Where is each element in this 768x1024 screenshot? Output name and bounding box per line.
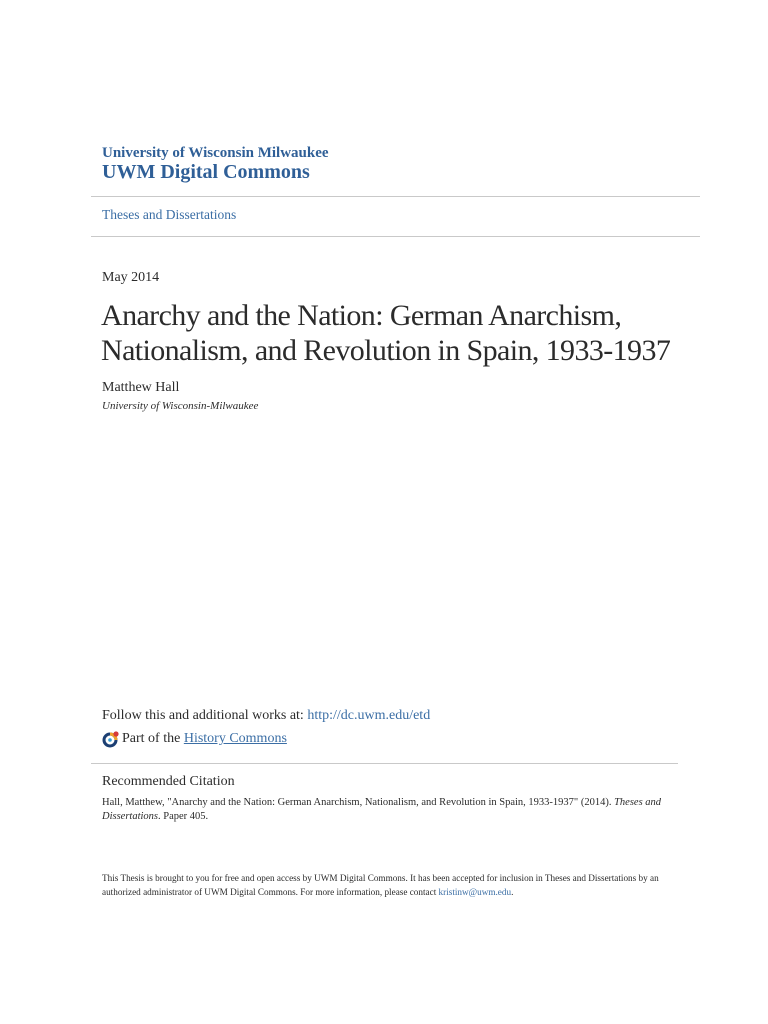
author-affiliation: University of Wisconsin-Milwaukee xyxy=(102,400,259,412)
access-notice-end: . xyxy=(511,887,514,897)
follow-label: Follow this and additional works at: xyxy=(102,708,308,723)
repository-name[interactable]: UWM Digital Commons xyxy=(102,161,310,183)
part-of-line xyxy=(102,730,287,748)
citation-text xyxy=(102,796,672,824)
citation-paper: . Paper 405. xyxy=(158,811,209,822)
citation-series: Theses and Dissertations xyxy=(102,797,662,822)
institution-name[interactable]: University of Wisconsin Milwaukee xyxy=(102,145,329,161)
author-name: Matthew Hall xyxy=(102,380,180,395)
recommended-citation-heading: Recommended Citation xyxy=(102,774,235,789)
access-notice-text: This Thesis is brought to you for free and open access by UWM Digital Commons. It has been accepted for inclusion in Theses and Dissertations by an authorized administrator of UWM Digital Commons. For more information, please contact xyxy=(102,873,659,897)
document-title: Anarchy and the Nation: German Anarchism, Nationalism, and Revolution in Spain, 1933-1937 xyxy=(101,299,671,367)
divider xyxy=(91,763,678,764)
access-notice xyxy=(102,871,677,899)
collection-link[interactable]: Theses and Dissertations xyxy=(102,207,237,222)
contact-email-link[interactable]: kristinw@uwm.edu xyxy=(438,887,512,897)
history-commons-link[interactable]: History Commons xyxy=(183,731,287,746)
citation-body: Hall, Matthew, "Anarchy and the Nation: German Anarchism, Nationalism, and Revolution in Spain, 1933-1937" (2014). xyxy=(102,797,615,808)
divider xyxy=(91,236,700,237)
divider xyxy=(91,196,700,197)
publication-date: May 2014 xyxy=(102,270,160,285)
commons-network-icon xyxy=(102,730,120,748)
part-of-label: Part of the xyxy=(122,731,181,746)
follow-line xyxy=(102,708,430,724)
follow-url-link[interactable]: http://dc.uwm.edu/etd xyxy=(307,708,431,723)
